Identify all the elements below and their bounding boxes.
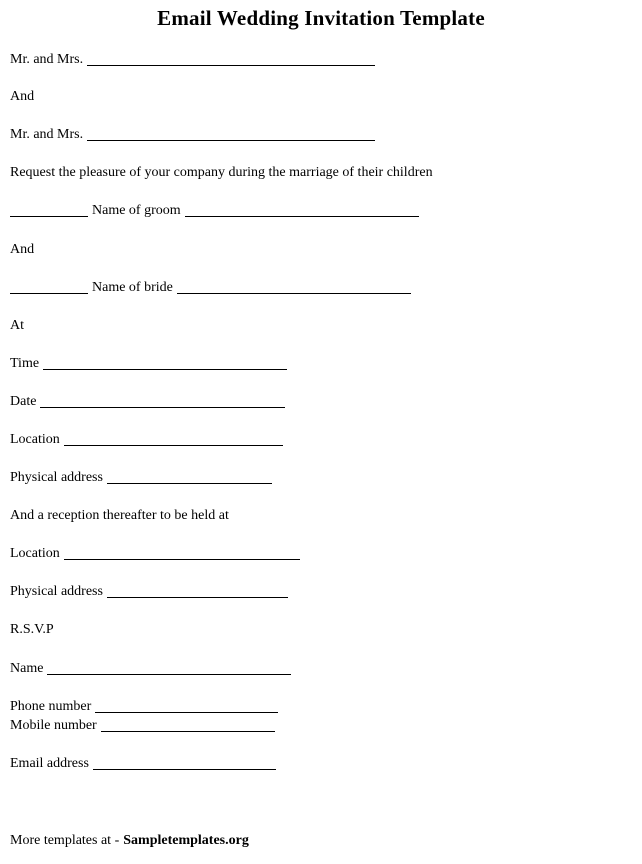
host-blank-2[interactable]	[87, 128, 375, 141]
phone-label: Phone number	[10, 699, 92, 714]
email-line	[10, 756, 276, 772]
groom-prefix-blank[interactable]	[10, 204, 88, 217]
and-label-2: And	[10, 242, 35, 257]
location-blank-2[interactable]	[64, 547, 300, 560]
phone-line	[10, 699, 278, 715]
request-line	[10, 165, 433, 181]
host-label-1: Mr. and Mrs.	[10, 52, 84, 67]
footer-site-link[interactable]: Sampletemplates.org	[123, 833, 249, 848]
address-blank-1[interactable]	[107, 471, 272, 484]
and-label-1: And	[10, 89, 35, 104]
host-line-2	[10, 127, 375, 143]
location-label-2: Location	[10, 546, 60, 561]
address-line-2	[10, 584, 288, 600]
email-label: Email address	[10, 756, 89, 771]
page-title: Email Wedding Invitation Template	[157, 6, 485, 30]
and-line-2	[10, 242, 34, 258]
address-label-1: Physical address	[10, 470, 103, 485]
bride-line	[10, 280, 411, 296]
at-label: At	[10, 318, 24, 333]
host-blank-1[interactable]	[87, 53, 375, 66]
mobile-blank[interactable]	[101, 719, 275, 732]
mobile-line	[10, 718, 275, 734]
groom-line	[10, 203, 419, 219]
time-blank[interactable]	[43, 357, 287, 370]
location-label-1: Location	[10, 432, 60, 447]
reception-line	[10, 508, 229, 524]
address-blank-2[interactable]	[107, 585, 288, 598]
rsvp-label: R.S.V.P	[10, 622, 54, 637]
location-line-1	[10, 432, 283, 448]
name-line	[10, 661, 291, 677]
date-blank[interactable]	[40, 395, 285, 408]
email-blank[interactable]	[93, 757, 276, 770]
phone-blank[interactable]	[95, 700, 278, 713]
bride-name-blank[interactable]	[177, 281, 411, 294]
name-label: Name	[10, 661, 44, 676]
groom-name-blank[interactable]	[185, 204, 419, 217]
name-blank[interactable]	[47, 662, 291, 675]
time-line	[10, 356, 287, 372]
footer	[10, 833, 249, 849]
bride-prefix-blank[interactable]	[10, 281, 88, 294]
host-line-1	[10, 52, 375, 68]
request-text: Request the pleasure of your company during the marriage of their children	[10, 165, 433, 180]
location-blank-1[interactable]	[64, 433, 283, 446]
address-label-2: Physical address	[10, 584, 103, 599]
at-line	[10, 318, 24, 334]
bride-label: Name of bride	[92, 280, 173, 295]
reception-text: And a reception thereafter to be held at	[10, 508, 229, 523]
date-label: Date	[10, 394, 37, 409]
and-line-1	[10, 89, 34, 105]
groom-label: Name of groom	[92, 203, 181, 218]
rsvp-line	[10, 622, 54, 638]
footer-prefix: More templates at -	[10, 833, 120, 848]
time-label: Time	[10, 356, 40, 371]
address-line-1	[10, 470, 272, 486]
location-line-2	[10, 546, 300, 562]
date-line	[10, 394, 285, 410]
mobile-label: Mobile number	[10, 718, 97, 733]
host-label-2: Mr. and Mrs.	[10, 127, 84, 142]
